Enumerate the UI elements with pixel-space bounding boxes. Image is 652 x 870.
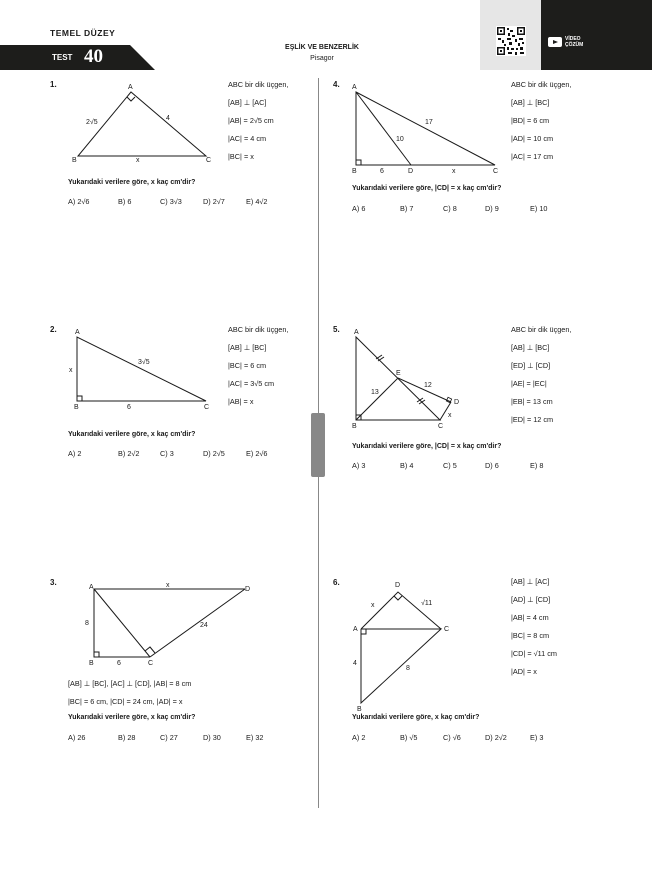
svg-text:2√5: 2√5 xyxy=(86,119,98,126)
svg-text:B: B xyxy=(89,660,94,667)
svg-text:B: B xyxy=(74,404,79,411)
option-b[interactable]: B) 4 xyxy=(400,461,414,470)
svg-text:6: 6 xyxy=(380,168,384,175)
question-givens: ABC bir dik üçgen, [AB] ⊥ [BC] [ED] ⊥ [CD] |AE| = |EC| |EB| = 13 cm |ED| = 12 cm xyxy=(511,325,572,424)
svg-text:12: 12 xyxy=(424,382,432,389)
option-e[interactable]: E) 3 xyxy=(530,733,544,742)
option-b[interactable]: B) 28 xyxy=(118,733,136,742)
test-label: TEST xyxy=(52,53,73,62)
option-e[interactable]: E) 8 xyxy=(530,461,544,470)
svg-text:A: A xyxy=(75,329,80,336)
option-a[interactable]: A) 2 xyxy=(68,449,82,458)
test-number: 40 xyxy=(84,46,103,67)
question-givens: ABC bir dik üçgen, [AB] ⊥ [BC] |BC| = 6 cm |AC| = 3√5 cm |AB| = x xyxy=(228,325,289,406)
svg-text:B: B xyxy=(357,706,362,713)
option-c[interactable]: C) 8 xyxy=(443,204,457,213)
page-subtitle: Pisagor xyxy=(310,55,334,62)
option-a[interactable]: A) 2√6 xyxy=(68,197,90,206)
option-d[interactable]: D) 2√5 xyxy=(203,449,225,458)
question-prompt: Yukarıdaki verilere göre, |CD| = x kaç cm'dir? xyxy=(352,443,502,450)
svg-text:8: 8 xyxy=(406,665,410,672)
option-d[interactable]: D) 2√2 xyxy=(485,733,507,742)
svg-text:D: D xyxy=(395,582,401,589)
option-d[interactable]: D) 9 xyxy=(485,204,499,213)
svg-text:x: x xyxy=(371,602,375,609)
question-givens: ABC bir dik üçgen, [AB] ⊥ [BC] |BD| = 6 cm |AD| = 10 cm |AC| = 17 cm xyxy=(511,80,572,161)
svg-text:6: 6 xyxy=(117,660,121,667)
svg-text:x: x xyxy=(166,582,170,589)
svg-text:C: C xyxy=(444,626,450,633)
svg-text:D: D xyxy=(454,399,460,406)
q4-line-ad xyxy=(356,92,411,165)
svg-text:6: 6 xyxy=(127,404,131,411)
question-number: 5. xyxy=(333,325,340,334)
svg-text:4: 4 xyxy=(353,660,357,667)
option-a[interactable]: A) 3 xyxy=(352,461,366,470)
q2-triangle xyxy=(77,337,206,401)
svg-text:17: 17 xyxy=(425,119,433,126)
question-prompt: Yukarıdaki verilere göre, x kaç cm'dir? xyxy=(68,431,196,438)
q6-right-angle-d xyxy=(394,596,402,600)
video-solution-label[interactable]: VİDEO ÇÖZÜM xyxy=(565,36,584,48)
question-number: 1. xyxy=(50,80,57,89)
option-d[interactable]: D) 2√7 xyxy=(203,197,225,206)
option-a[interactable]: A) 2 xyxy=(352,733,366,742)
q3-right-angle-b xyxy=(94,652,99,657)
option-e[interactable]: E) 10 xyxy=(530,204,548,213)
option-c[interactable]: C) 3√3 xyxy=(160,197,182,206)
svg-text:C: C xyxy=(204,404,210,411)
page-title: EŞLİK VE BENZERLİK xyxy=(285,44,359,51)
option-e[interactable]: E) 32 xyxy=(246,733,264,742)
question-givens: ABC bir dik üçgen, [AB] ⊥ [AC] |AB| = 2√5 cm |AC| = 4 cm |BC| = x xyxy=(228,80,289,161)
svg-text:A: A xyxy=(89,584,94,591)
option-c[interactable]: C) 5 xyxy=(443,461,457,470)
q4-right-angle-mark xyxy=(356,160,361,165)
svg-text:C: C xyxy=(438,423,444,430)
question-prompt: Yukarıdaki verilere göre, x kaç cm'dir? xyxy=(68,714,196,721)
svg-text:√11: √11 xyxy=(421,600,433,607)
question-givens: [AB] ⊥ [AC] [AD] ⊥ [CD] |AB| = 4 cm |BC| = 8 cm |CD| = √11 cm |AD| = x xyxy=(511,577,557,676)
q2-right-angle-mark xyxy=(77,396,82,401)
option-a[interactable]: A) 26 xyxy=(68,733,86,742)
q6-right-angle-a xyxy=(361,629,366,634)
svg-text:13: 13 xyxy=(371,389,379,396)
option-d[interactable]: D) 6 xyxy=(485,461,499,470)
q5-line-eb xyxy=(356,378,398,420)
svg-text:A: A xyxy=(352,84,357,91)
svg-text:C: C xyxy=(493,168,499,175)
svg-text:4: 4 xyxy=(166,115,170,122)
question-givens: [AB] ⊥ [BC], [AC] ⊥ [CD], |AB| = 8 cm |BC| = 6 cm, |CD| = 24 cm, |AD| = x xyxy=(68,679,192,706)
svg-text:D: D xyxy=(408,168,414,175)
svg-text:A: A xyxy=(128,84,133,91)
q6-triangle-abc xyxy=(361,629,441,703)
svg-text:E: E xyxy=(396,370,401,377)
option-c[interactable]: C) 3 xyxy=(160,449,174,458)
svg-text:B: B xyxy=(352,168,357,175)
svg-text:8: 8 xyxy=(85,620,89,627)
level-label: TEMEL DÜZEY xyxy=(50,28,116,38)
svg-text:B: B xyxy=(72,157,77,164)
q4-triangle xyxy=(356,92,495,165)
question-prompt: Yukarıdaki verilere göre, x kaç cm'dir? xyxy=(68,179,196,186)
svg-text:3√5: 3√5 xyxy=(138,359,150,366)
question-prompt: Yukarıdaki verilere göre, x kaç cm'dir? xyxy=(352,714,480,721)
question-number: 4. xyxy=(333,80,340,89)
q3-line-cd xyxy=(150,589,245,657)
option-c[interactable]: C) √6 xyxy=(443,733,461,742)
option-b[interactable]: B) 2√2 xyxy=(118,449,140,458)
option-d[interactable]: D) 30 xyxy=(203,733,221,742)
svg-text:C: C xyxy=(148,660,154,667)
svg-text:B: B xyxy=(352,423,357,430)
question-number: 2. xyxy=(50,325,57,334)
option-b[interactable]: B) 7 xyxy=(400,204,414,213)
option-e[interactable]: E) 2√6 xyxy=(246,449,268,458)
question-prompt: Yukarıdaki verilere göre, |CD| = x kaç cm'dir? xyxy=(352,185,502,192)
svg-text:x: x xyxy=(136,157,140,164)
question-number: 6. xyxy=(333,578,340,587)
svg-text:D: D xyxy=(245,586,251,593)
svg-text:10: 10 xyxy=(396,136,404,143)
option-b[interactable]: B) 6 xyxy=(118,197,132,206)
question-number: 3. xyxy=(50,578,57,587)
svg-text:24: 24 xyxy=(200,622,208,629)
svg-text:x: x xyxy=(448,412,452,419)
svg-text:x: x xyxy=(452,168,456,175)
option-c[interactable]: C) 27 xyxy=(160,733,178,742)
q1-right-angle-mark xyxy=(127,97,135,101)
option-a[interactable]: A) 6 xyxy=(352,204,366,213)
q3-line-ac xyxy=(94,589,150,657)
svg-text:C: C xyxy=(206,157,212,164)
option-e[interactable]: E) 4√2 xyxy=(246,197,268,206)
svg-text:x: x xyxy=(69,367,73,374)
svg-text:A: A xyxy=(353,626,358,633)
option-b[interactable]: B) √5 xyxy=(400,733,418,742)
svg-text:A: A xyxy=(354,329,359,336)
